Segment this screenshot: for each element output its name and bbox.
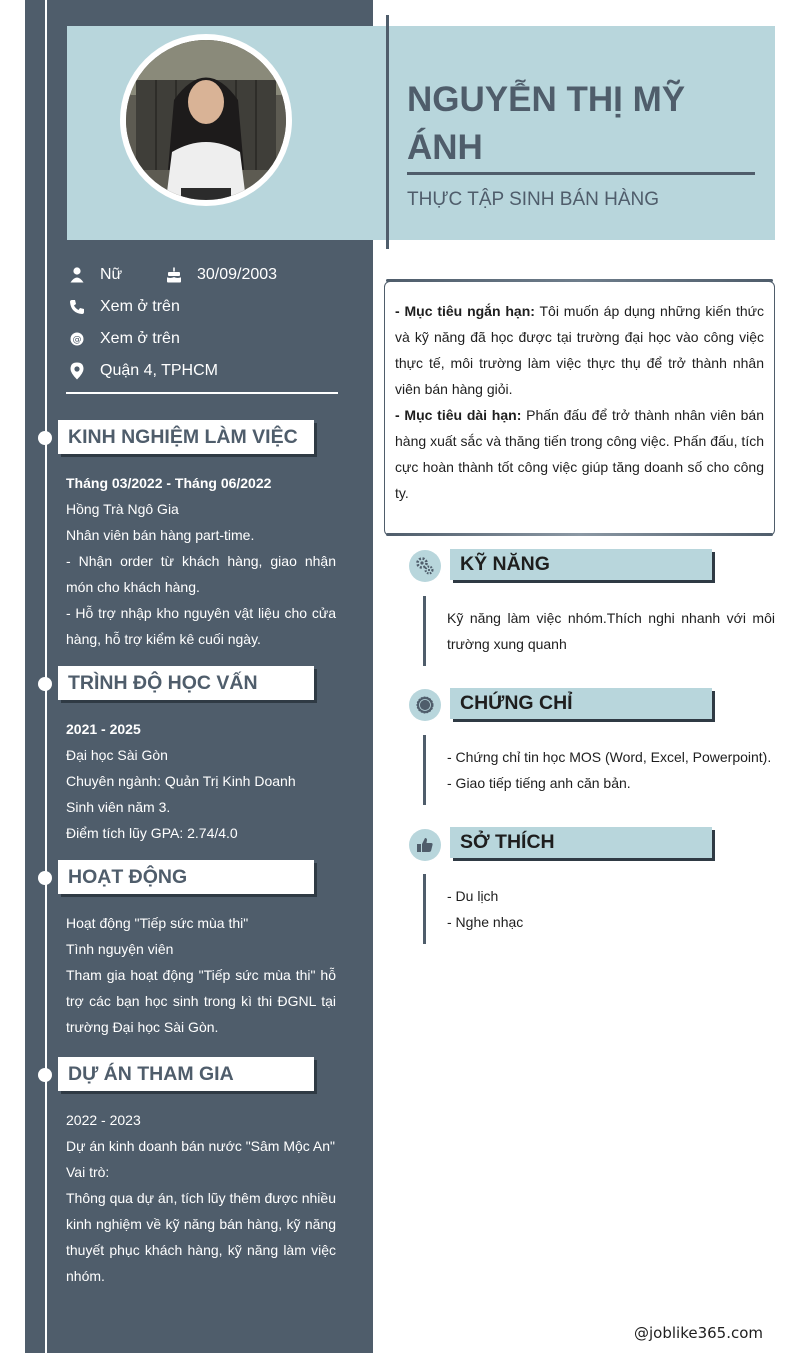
badge-icon	[409, 689, 441, 721]
phone-value: Xem ở trên	[100, 298, 180, 315]
experience-body	[66, 470, 336, 652]
long-term-goal	[395, 402, 764, 506]
timeline-dot	[38, 1068, 52, 1082]
education-gpa: Điểm tích lũy GPA: 2.74/4.0	[66, 825, 238, 841]
project-description: Thông qua dự án, tích lũy thêm được nhiều kinh nghiệm về kỹ năng bán hàng, kỹ năng thuyết phục khách hàng, kỹ năng làm việc nhóm.	[66, 1190, 336, 1284]
experience-duty: - Nhận order từ khách hàng, giao nhận món cho khách hàng.	[66, 553, 336, 595]
projects-body	[66, 1107, 336, 1289]
objective-top-rule	[386, 279, 773, 282]
activity-title: Hoạt động "Tiếp sức mùa thi"	[66, 915, 249, 931]
info-gender	[68, 266, 122, 284]
experience-duty: - Hỗ trợ nhập kho nguyên vật liệu cho cửa hàng, hỗ trợ kiểm kê cuối ngày.	[66, 605, 336, 647]
avatar	[120, 34, 292, 206]
timeline-dot	[38, 677, 52, 691]
short-term-goal	[395, 298, 764, 402]
thumbs-up-icon	[409, 829, 441, 861]
location-pin-icon	[68, 362, 86, 380]
education-period: 2021 - 2025	[66, 721, 141, 737]
activities-heading: HOẠT ĐỘNG	[58, 860, 314, 894]
timeline-dot	[38, 871, 52, 885]
header-divider	[386, 15, 389, 249]
info-email	[68, 330, 180, 348]
name-underline	[407, 172, 755, 175]
long-term-text: Phấn đấu để trở thành nhân viên bán hàng xuất sắc và thăng tiến trong công việc. Phấn đấu, tích cực hoàn thành tốt công việc giúp tăng doanh số cho công ty.	[395, 407, 764, 501]
short-term-label: - Mục tiêu ngắn hạn:	[395, 303, 535, 319]
address-value: Quận 4, TPHCM	[100, 362, 218, 379]
objective-bottom-rule	[386, 533, 773, 536]
phone-icon	[68, 298, 86, 316]
job-title: THỰC TẬP SINH BÁN HÀNG	[407, 189, 660, 210]
footer-watermark: @joblike365.com	[634, 1324, 764, 1342]
project-role: Vai trò:	[66, 1164, 110, 1180]
person-icon	[68, 266, 86, 284]
email-value: Xem ở trên	[100, 330, 180, 347]
experience-position: Nhân viên bán hàng part-time.	[66, 527, 255, 543]
activity-role: Tình nguyện viên	[66, 941, 174, 957]
certificate-item: - Giao tiếp tiếng anh căn bản.	[447, 775, 631, 791]
career-objective	[384, 281, 775, 536]
project-period: 2022 - 2023	[66, 1112, 141, 1128]
info-phone	[68, 298, 180, 316]
birthday-value: 30/09/2003	[197, 266, 278, 283]
certificate-item: - Chứng chỉ tin học MOS (Word, Excel, Powerpoint).	[447, 749, 772, 765]
certificates-heading: CHỨNG CHỈ	[450, 688, 712, 719]
experience-company: Hồng Trà Ngô Gia	[66, 501, 179, 517]
activity-description: Tham gia hoạt động "Tiếp sức mùa thi" hỗ trợ các bạn học sinh trong kì thi ĐGNL tại trường Đại học Sài Gòn.	[66, 967, 336, 1035]
certificates-bar	[423, 735, 426, 805]
gears-icon	[409, 550, 441, 582]
profile-photo	[126, 40, 286, 200]
svg-text:@: @	[72, 335, 82, 345]
hobbies-heading: SỞ THÍCH	[450, 827, 712, 858]
experience-heading: KINH NGHIỆM LÀM VIỆC	[58, 420, 314, 454]
long-term-label: - Mục tiêu dài hạn:	[395, 407, 522, 423]
experience-period: Tháng 03/2022 - Tháng 06/2022	[66, 475, 272, 491]
at-sign-icon	[68, 330, 86, 348]
education-body	[66, 716, 336, 846]
timeline-dot	[38, 431, 52, 445]
project-title: Dự án kinh doanh bán nước "Sâm Mộc An"	[66, 1138, 336, 1154]
candidate-name: NGUYỄN THỊ MỸ ÁNH	[407, 80, 686, 167]
education-school: Đại học Sài Gòn	[66, 747, 168, 763]
skills-bar	[423, 596, 426, 666]
hobby-item: - Nghe nhạc	[447, 914, 524, 930]
info-birthday	[165, 266, 277, 284]
activities-body	[66, 910, 336, 1040]
hobby-item: - Du lịch	[447, 888, 499, 904]
education-major: Chuyên ngành: Quản Trị Kinh Doanh	[66, 773, 296, 789]
info-divider	[66, 392, 338, 394]
skills-heading: KỸ NĂNG	[450, 549, 712, 580]
hobbies-bar	[423, 874, 426, 944]
certificates-body	[447, 744, 775, 796]
projects-heading: DỰ ÁN THAM GIA	[58, 1057, 314, 1091]
cake-icon	[165, 266, 183, 284]
education-heading: TRÌNH ĐỘ HỌC VẤN	[58, 666, 314, 700]
short-term-text: Tôi muốn áp dụng những kiến thức và kỹ năng đã học được tại trường đại học vào công việc thực tế, môi trường làm việc thực thụ để trở thành nhân viên bán hàng giỏi.	[395, 303, 764, 397]
education-year: Sinh viên năm 3.	[66, 799, 171, 815]
hobbies-body	[447, 883, 775, 935]
skills-text: Kỹ năng làm việc nhóm.Thích nghi nhanh với môi trường xung quanh	[447, 610, 775, 652]
info-address	[68, 362, 218, 380]
gender-value: Nữ	[100, 266, 123, 283]
